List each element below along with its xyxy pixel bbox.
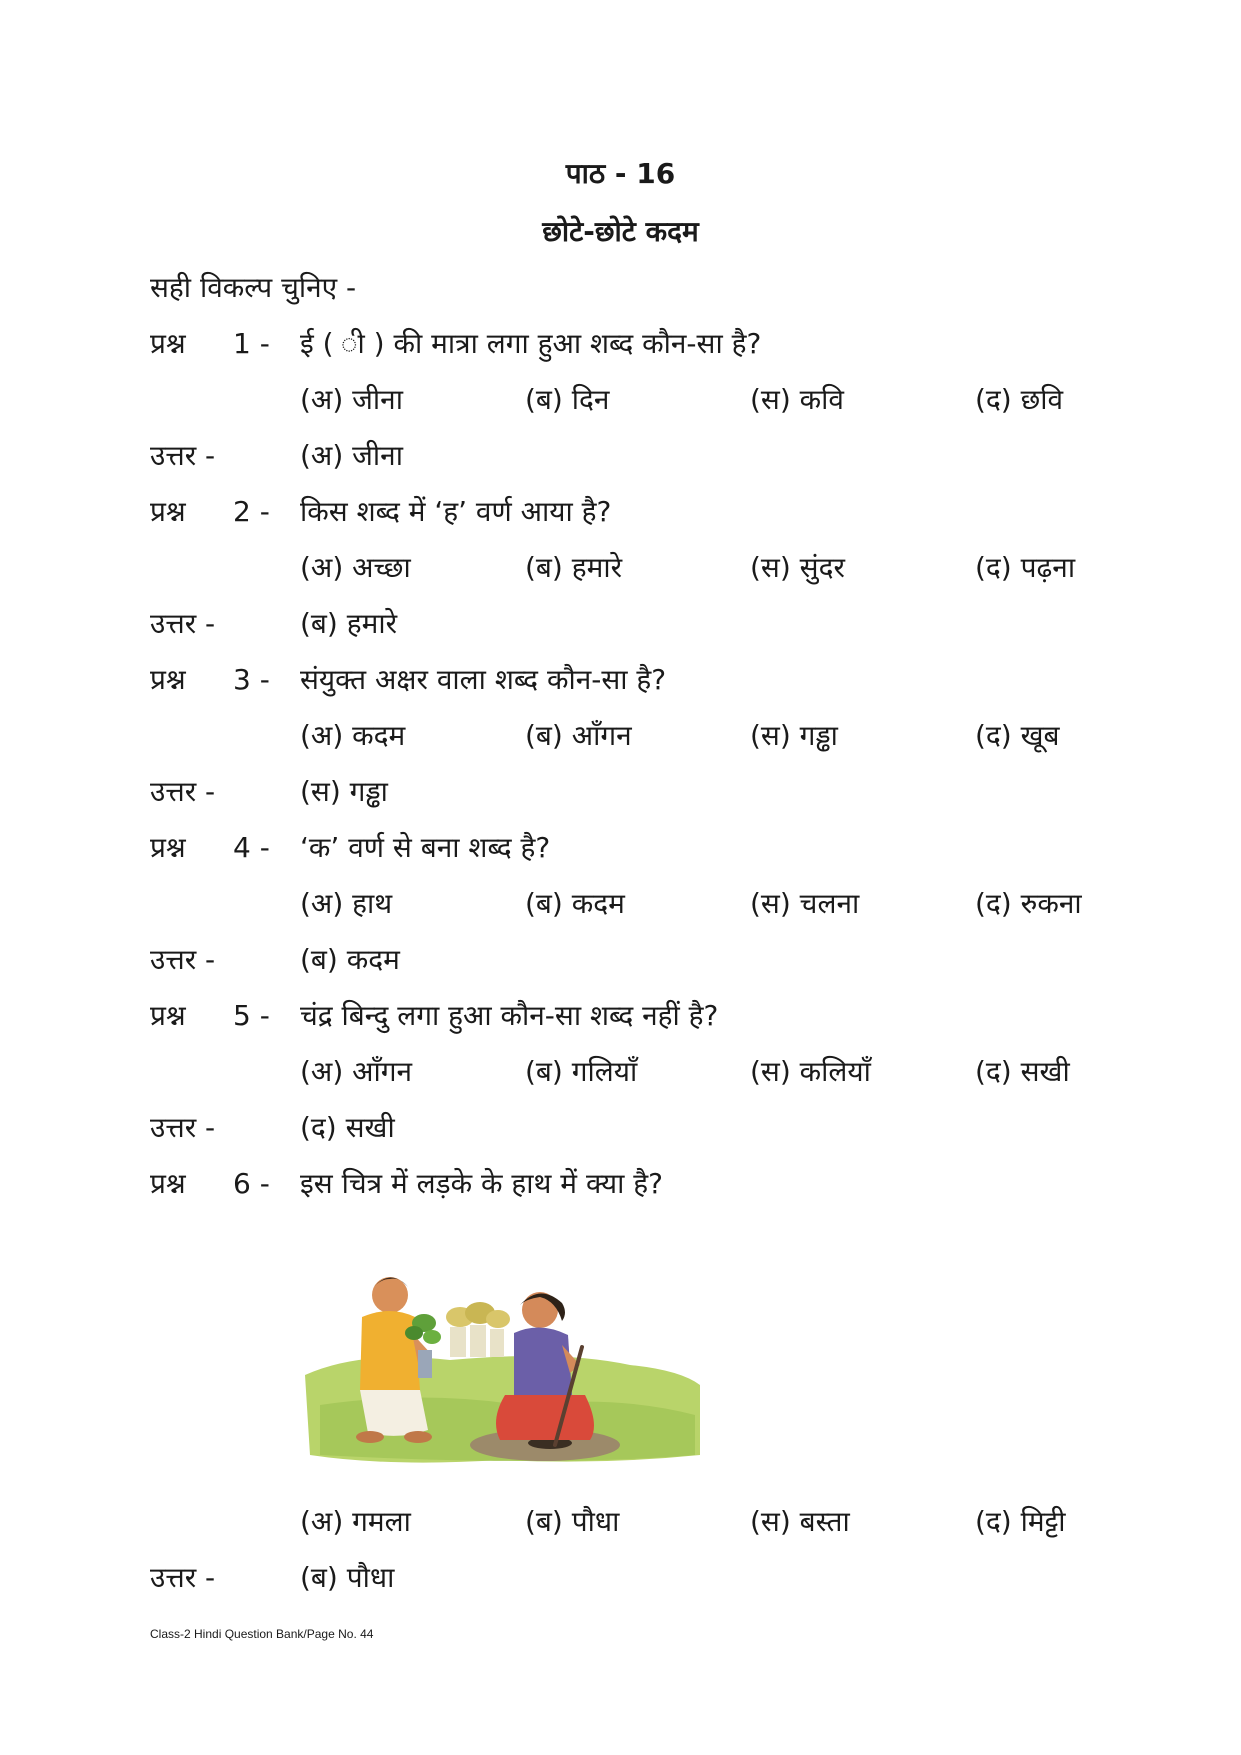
answer-text: (स) गड्ढा <box>300 775 388 808</box>
question-prefix: प्रश्न <box>150 831 186 864</box>
children-planting-illustration <box>300 1255 705 1470</box>
question-number: 1 - <box>233 327 270 360</box>
option-a: (अ) कदम <box>300 719 406 752</box>
option-c: (स) सुंदर <box>750 551 845 584</box>
question-number: 3 - <box>233 663 270 696</box>
answer-text: (अ) जीना <box>300 439 403 472</box>
question-number: 6 - <box>233 1167 270 1200</box>
answer-text: (ब) पौधा <box>300 1561 395 1594</box>
option-c: (स) बस्ता <box>750 1505 850 1538</box>
answer-label: उत्तर - <box>150 1111 216 1144</box>
question-text: इस चित्र में लड़के के हाथ में क्या है? <box>300 1167 664 1200</box>
answer-label: उत्तर - <box>150 439 216 472</box>
option-b: (ब) कदम <box>525 887 625 920</box>
question-number: 2 - <box>233 495 270 528</box>
option-c: (स) कलियाँ <box>750 1055 871 1088</box>
option-d: (द) सखी <box>975 1055 1070 1088</box>
option-a: (अ) आँगन <box>300 1055 413 1088</box>
option-b: (ब) हमारे <box>525 551 623 584</box>
question-text: ई ( ी ) की मात्रा लगा हुआ शब्द कौन-सा है? <box>300 327 762 360</box>
answer-text: (ब) हमारे <box>300 607 398 640</box>
option-c: (स) चलना <box>750 887 860 920</box>
question-prefix: प्रश्न <box>150 495 186 528</box>
answer-text: (द) सखी <box>300 1111 395 1144</box>
option-a: (अ) जीना <box>300 383 403 416</box>
page-footer: Class-2 Hindi Question Bank/Page No. 44 <box>150 1627 374 1641</box>
option-d: (द) मिट्टी <box>975 1505 1066 1538</box>
option-a: (अ) हाथ <box>300 887 393 920</box>
option-c: (स) गड्ढा <box>750 719 838 752</box>
question-prefix: प्रश्न <box>150 327 186 360</box>
answer-label: उत्तर - <box>150 943 216 976</box>
option-d: (द) रुकना <box>975 887 1082 920</box>
question-prefix: प्रश्न <box>150 1167 186 1200</box>
option-a: (अ) गमला <box>300 1505 411 1538</box>
option-d: (द) छवि <box>975 383 1064 416</box>
answer-label: उत्तर - <box>150 607 216 640</box>
instruction-text: सही विकल्प चुनिए - <box>150 271 357 304</box>
option-b: (ब) दिन <box>525 383 610 416</box>
answer-text: (ब) कदम <box>300 943 400 976</box>
answer-label: उत्तर - <box>150 775 216 808</box>
question-text: किस शब्द में ‘ह’ वर्ण आया है? <box>300 495 612 528</box>
option-b: (ब) आँगन <box>525 719 632 752</box>
background-plants <box>446 1302 510 1357</box>
option-d: (द) खूब <box>975 719 1060 752</box>
option-c: (स) कवि <box>750 383 845 416</box>
answer-label: उत्तर - <box>150 1561 216 1594</box>
question-number: 4 - <box>233 831 270 864</box>
question-text: ‘क’ वर्ण से बना शब्द है? <box>300 831 551 864</box>
lesson-number: पाठ - 16 <box>565 157 676 190</box>
option-b: (ब) पौधा <box>525 1505 620 1538</box>
question-prefix: प्रश्न <box>150 663 186 696</box>
question-prefix: प्रश्न <box>150 999 186 1032</box>
option-a: (अ) अच्छा <box>300 551 411 584</box>
option-d: (द) पढ़ना <box>975 551 1076 584</box>
question-text: चंद्र बिन्दु लगा हुआ कौन-सा शब्द नहीं है? <box>300 999 719 1032</box>
question-text: संयुक्त अक्षर वाला शब्द कौन-सा है? <box>300 663 667 696</box>
option-b: (ब) गलियाँ <box>525 1055 638 1088</box>
lesson-title: छोटे-छोटे कदम <box>542 215 699 248</box>
question-number: 5 - <box>233 999 270 1032</box>
